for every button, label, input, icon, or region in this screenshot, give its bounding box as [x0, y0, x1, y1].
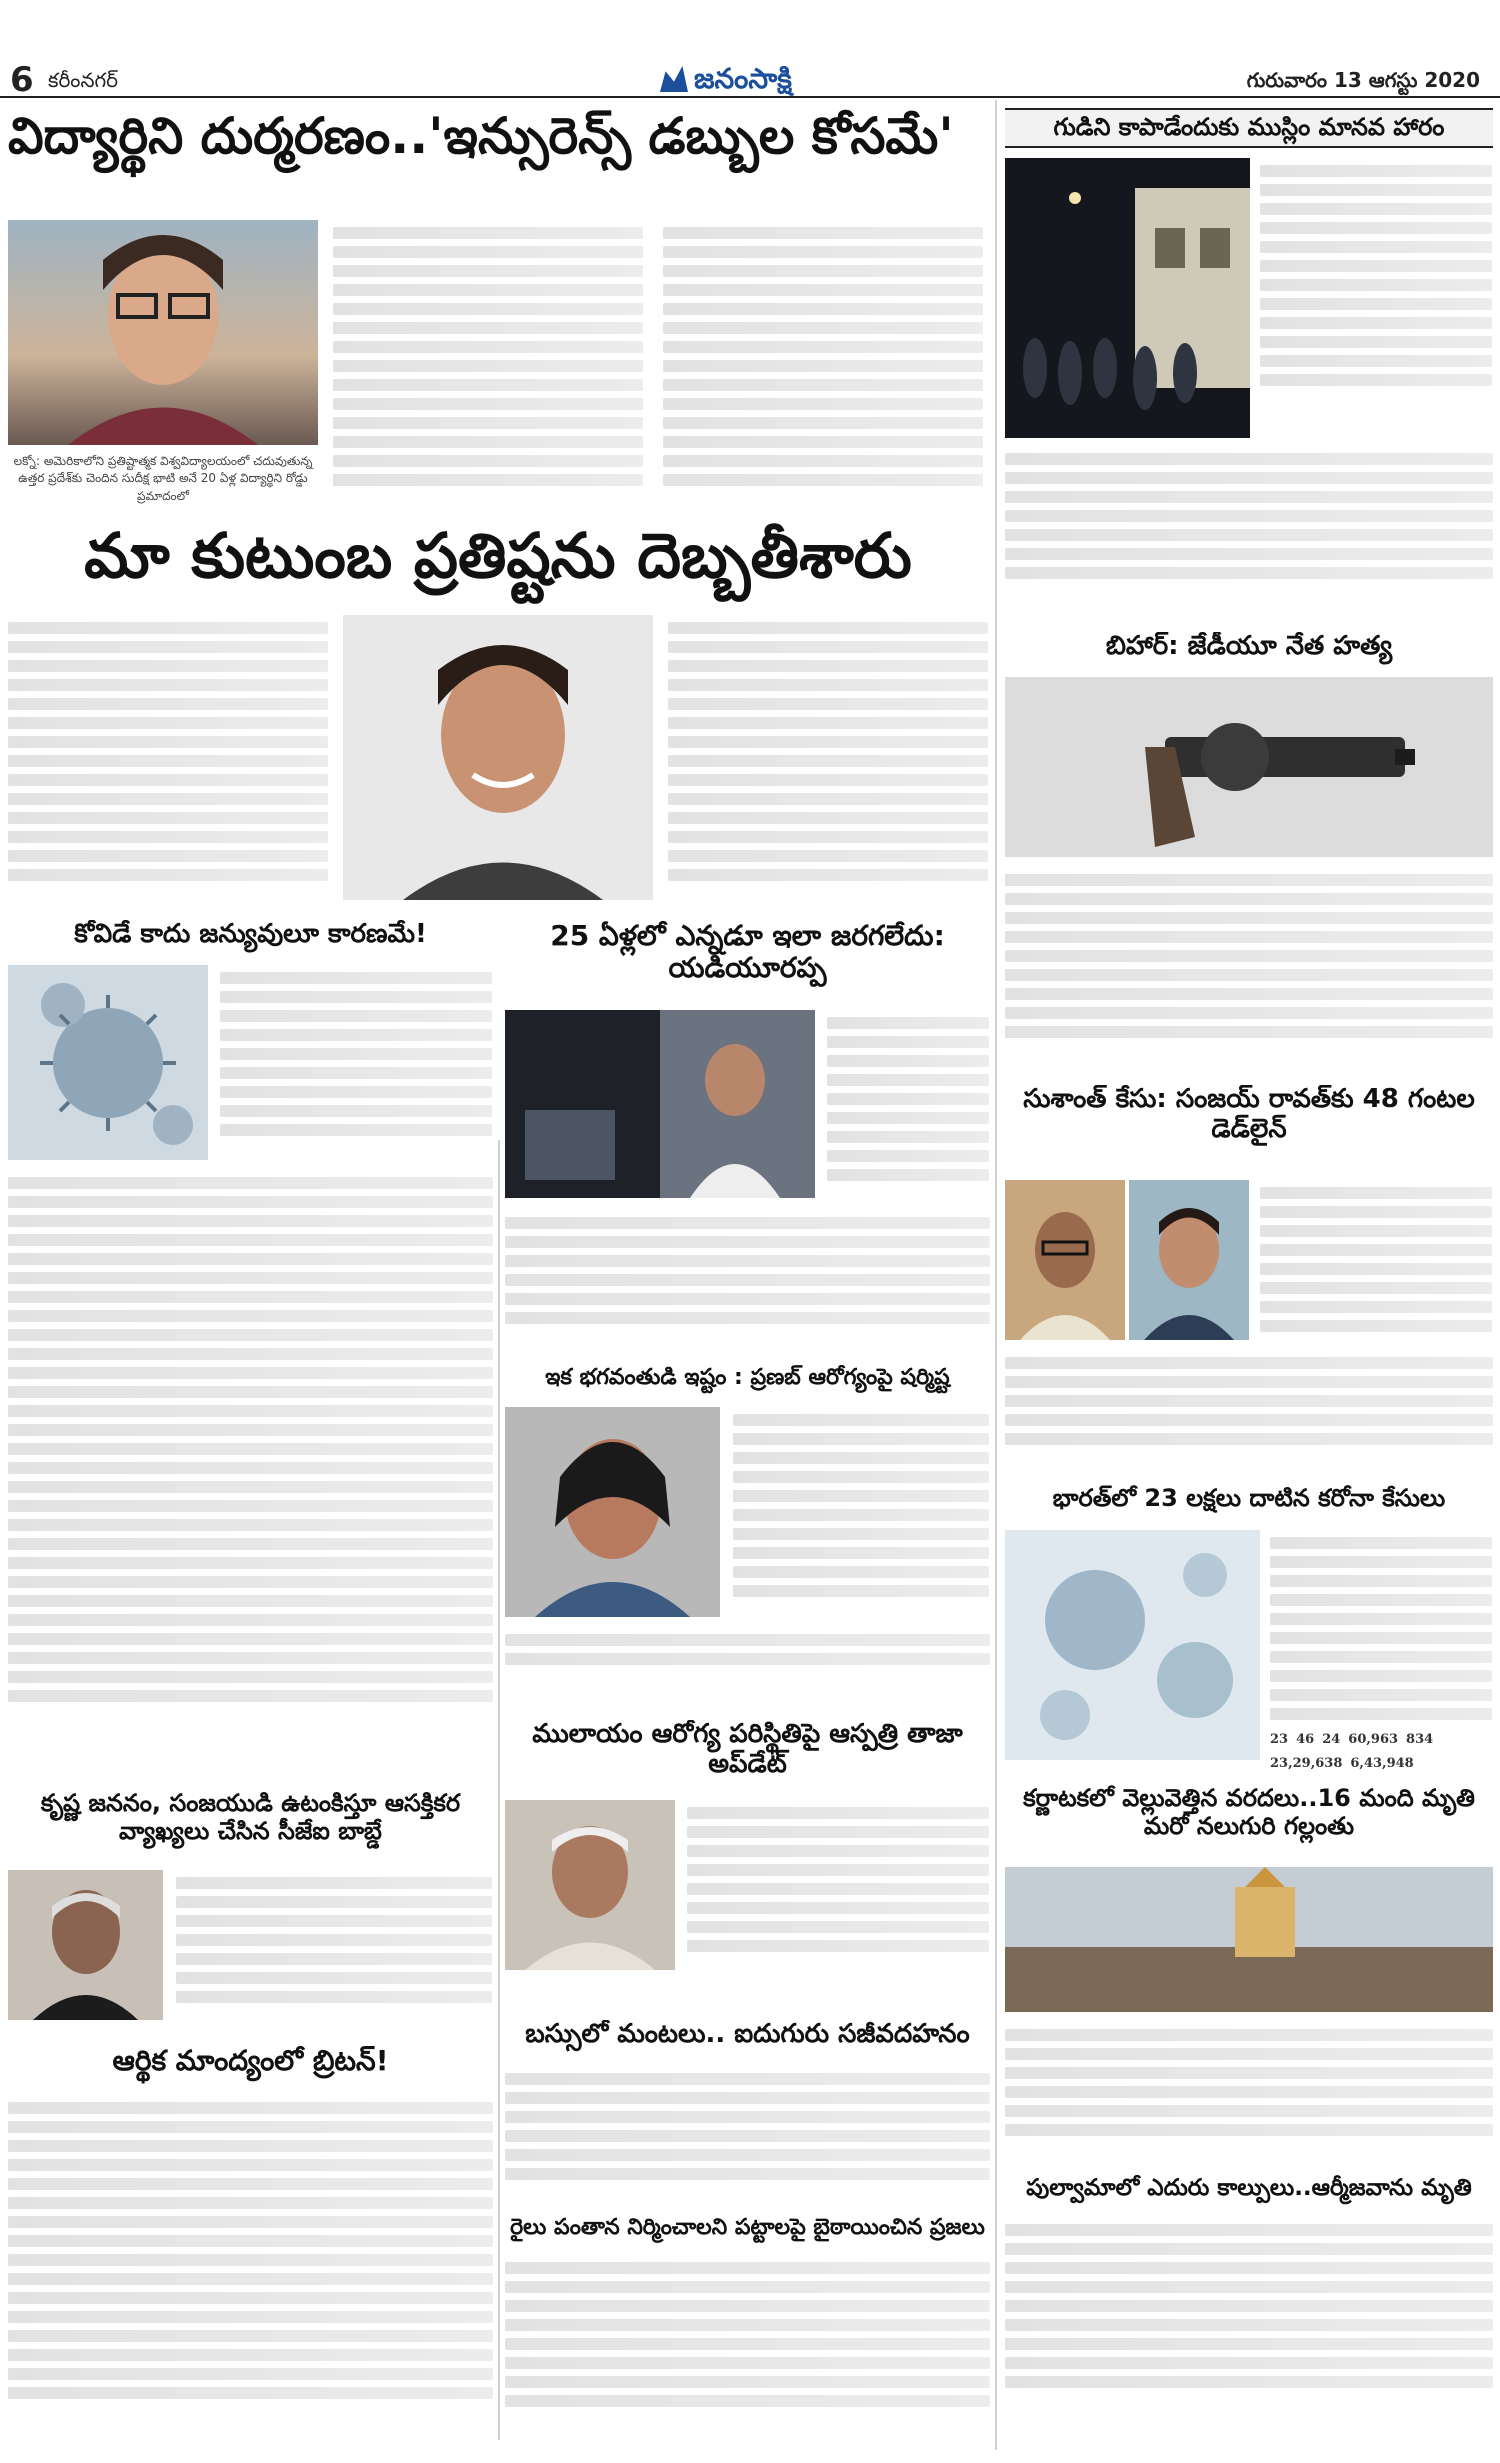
story-body: [176, 1870, 492, 2010]
covid-figure: 60,963: [1348, 1732, 1399, 1747]
story-karnataka-floods: [1005, 1785, 1493, 2170]
flood-photo: [1005, 1867, 1493, 2012]
story-pulwama-encounter: [1005, 2175, 1493, 2445]
covid-figure: 46: [1296, 1732, 1315, 1747]
story-covid-cases: [1005, 1485, 1493, 1780]
story-body: [8, 2095, 493, 2406]
story-body: [1260, 158, 1492, 393]
story-student-death: [8, 108, 988, 518]
story-body: [333, 220, 643, 493]
covid-figures: [1270, 1728, 1492, 1780]
page-number: 6: [10, 60, 34, 100]
story-body: [220, 965, 492, 1143]
headline: బిహార్: జేడీయూ నేత హత్య: [1105, 632, 1393, 661]
mulayam-photo: [505, 1800, 675, 1970]
story-body: [505, 2066, 990, 2187]
story-body: [663, 220, 983, 493]
gun-photo: [1005, 677, 1493, 857]
sanjay-raut-photo: [1005, 1180, 1125, 1340]
story-body: [1005, 2217, 1493, 2395]
story-sushant-deadline: [1005, 1085, 1493, 1480]
sushant-photo: [343, 615, 653, 900]
story-body: [1005, 1350, 1493, 1452]
newspaper-logo: జనంసాక్షి: [660, 62, 792, 102]
story-body: [827, 1010, 989, 1188]
judge-photo: [8, 1870, 163, 2020]
masthead: [0, 0, 1500, 98]
coronavirus-photo: [1005, 1530, 1260, 1760]
story-covid-genes: [8, 920, 493, 1780]
headline: కృష్ణ జననం, సంజయుడి ఉటంకిస్తూ ఆసక్తికర వ్యాఖ్యలు చేసిన సీజేఐ బాబ్డే: [40, 1790, 461, 1845]
story-body: [8, 615, 328, 888]
story-railway-protest: [505, 2215, 990, 2445]
headline: ఇక భగవంతుడి ఇష్టం : ప్రణబ్ ఆరోగ్యంపై షర్మిష్ట: [545, 1365, 950, 1390]
story-temple-chain: [1005, 108, 1493, 628]
headline: మా కుటుంబ ప్రతిష్టను దెబ్బతీశారు: [84, 520, 912, 592]
headline: గుడిని కాపాడేందుకు ముస్లిం మానవ హారం: [1005, 108, 1493, 148]
story-cji-bobde: [8, 1790, 493, 2040]
covid-figure: [1270, 1777, 1342, 1780]
headline: రైలు పంతాన నిర్మించాలని పట్టాలపై బైఠాయించిన ప్రజలు: [510, 2215, 985, 2240]
story-britain-recession: [8, 2045, 493, 2445]
covid-figure: 23,29,638: [1270, 1755, 1343, 1771]
sushant-small-photo: [1129, 1180, 1249, 1340]
story-body: [687, 1800, 989, 1959]
column-divider: [995, 100, 997, 2450]
covid-figure: 23: [1270, 1732, 1289, 1747]
sharmistha-photo: [505, 1407, 720, 1617]
story-body: [1260, 1180, 1492, 1339]
student-photo: [8, 220, 318, 445]
headline: 25 ఏళ్లలో ఎన్నడూ ఇలా జరగలేదు: యడియూరప్ప: [550, 920, 945, 985]
story-body: [1005, 446, 1493, 586]
column-divider: [498, 1140, 500, 2440]
covid-figure: 24: [1322, 1732, 1341, 1747]
story-bihar-murder: [1005, 632, 1493, 1080]
headline: కర్ణాటకలో వెల్లువెత్తిన వరదలు..16 మంది మృతి మరో నలుగురి గల్లంతు: [1023, 1785, 1475, 1840]
virus-photo: [8, 965, 208, 1160]
headline: పుల్వామాలో ఎదురు కాల్పులు..ఆర్మీజవాను మృతి: [1026, 2175, 1472, 2201]
story-body: [1005, 2022, 1493, 2143]
headline: ఆర్థిక మాంద్యంలో బ్రిటన్!: [112, 2045, 389, 2077]
story-body: [505, 2255, 990, 2414]
story-bus-fire: [505, 2020, 990, 2210]
story-body: [8, 1170, 493, 1709]
story-body: [505, 1210, 990, 1331]
headline: విద్యార్థిని దుర్మరణం..'ఇన్సురెన్స్ డబ్బుల కోసమే': [8, 108, 954, 165]
section-name: కరీంనగర్: [48, 68, 118, 92]
headline: సుశాంత్ కేసు: సంజయ్ రావత్‌కు 48 గంటల డెడ్‌లైన్: [1023, 1085, 1475, 1144]
dateline: గురువారం 13 ఆగస్టు 2020: [1246, 68, 1480, 92]
story-body: [668, 615, 988, 888]
story-body: [733, 1407, 989, 1604]
story-sushant-family: [8, 520, 988, 915]
headline: ములాయం ఆరోగ్య పరిస్థితిపై ఆస్పత్రి తాజా అప్‌డేట్: [532, 1720, 963, 1779]
headline: బస్సులో మంటలు.. ఐదుగురు సజీవదహనం: [525, 2020, 970, 2049]
story-yediyurappa: [505, 920, 990, 1360]
story-body: [1270, 1530, 1492, 1780]
logo-icon: [660, 66, 688, 92]
story-mulayam-health: [505, 1720, 990, 2010]
yediyurappa-photo: [505, 1010, 815, 1198]
photo-caption: లక్నో: అమెరికాలోని ప్రతిష్టాత్మక విశ్వవిద్యాలయంలో చదువుతున్న ఉత్తర ప్రదేశ్‌కు చెందిన సుదీక్ష భాటి అనే 20 ఏళ్ల విద్యార్థిని రోడ్డు ప్రమాదంలో: [13, 454, 313, 503]
covid-figure: 6,43,948: [1350, 1755, 1414, 1771]
headline: కోవిడే కాదు జన్యువులూ కారణమే!: [74, 920, 427, 949]
story-pranab-health: [505, 1365, 990, 1715]
covid-figure: 834: [1406, 1732, 1434, 1747]
headline: భారత్‌లో 23 లక్షలు దాటిన కరోనా కేసులు: [1052, 1485, 1446, 1512]
temple-photo: [1005, 158, 1250, 438]
story-body: [505, 1627, 990, 1672]
story-body: [1005, 867, 1493, 1045]
